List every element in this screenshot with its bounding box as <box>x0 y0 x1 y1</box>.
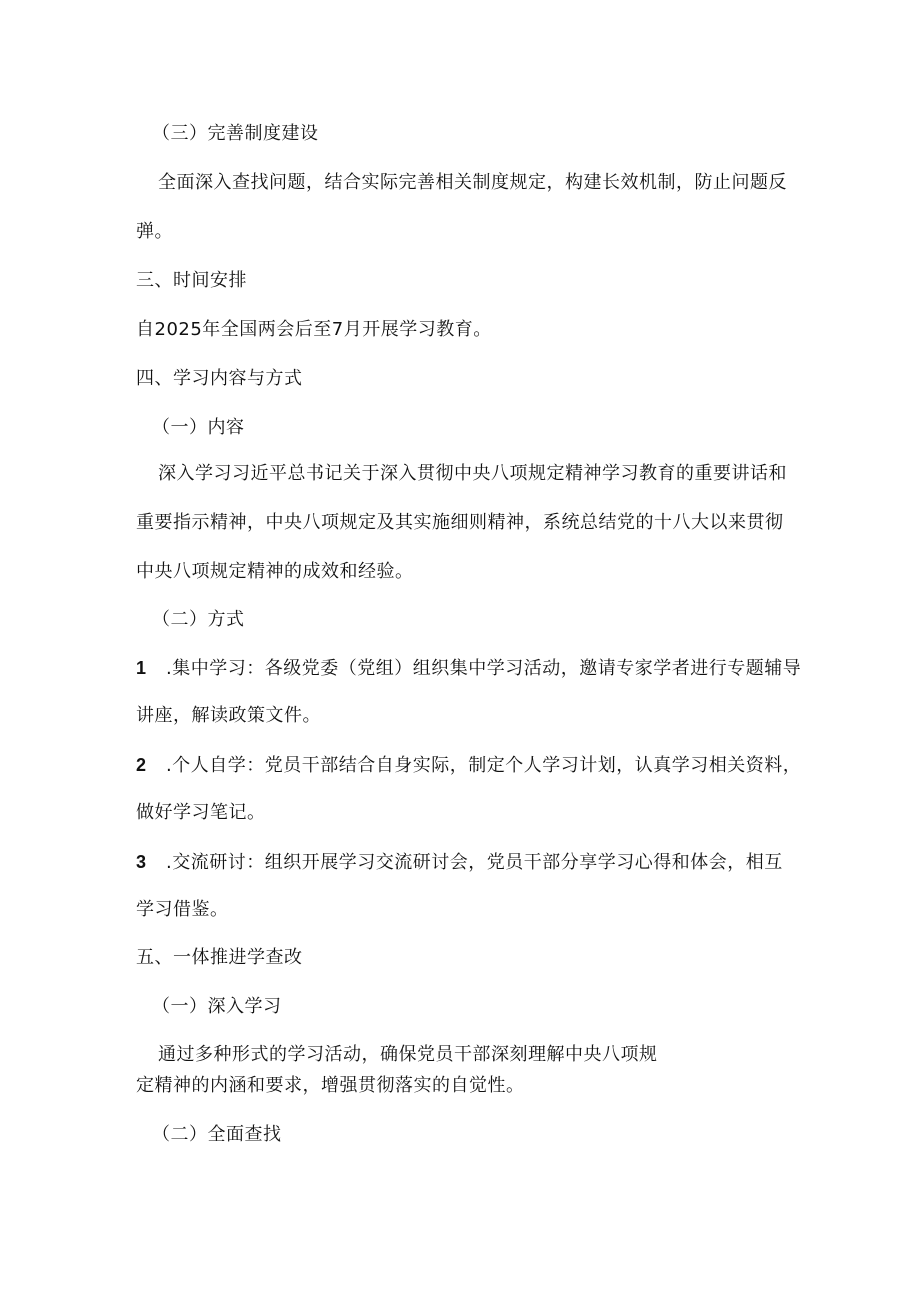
subheading-comprehensive-check: （二）全面查找 <box>152 1124 282 1145</box>
list-item-method-2 <box>136 753 801 778</box>
paragraph-time-arrangement: 自2025年全国两会后至7月开展学习教育。 <box>136 319 492 340</box>
heading-integrated-advance: 五、一体推进学查改 <box>136 947 303 968</box>
subheading-methods: （二）方式 <box>152 609 245 630</box>
list-item-number: 2 <box>136 755 147 775</box>
paragraph-deep-study-line2: 定精神的内涵和要求，增强贯彻落实的自觉性。 <box>136 1075 525 1096</box>
paragraph-content-line3: 中央八项规定精神的成效和经验。 <box>136 561 414 582</box>
list-item-method-3-cont: 学习借鉴。 <box>136 899 229 920</box>
list-item-method-1 <box>136 656 801 681</box>
list-item-number: 1 <box>136 658 147 678</box>
subheading-content: （一）内容 <box>152 417 245 438</box>
list-item-method-2-cont: 做好学习笔记。 <box>136 802 266 823</box>
subheading-deep-study: （一）深入学习 <box>152 996 282 1017</box>
list-item-text: .集中学习：各级党委（党组）组织集中学习活动，邀请专家学者进行专题辅导 <box>166 658 802 679</box>
paragraph-improve-system-line1: 全面深入查找问题，结合实际完善相关制度规定，构建长效机制，防止问题反 <box>158 172 787 193</box>
list-item-text: .交流研讨：组织开展学习交流研讨会，党员干部分享学习心得和体会，相互 <box>166 852 783 873</box>
list-item-method-3 <box>136 850 783 875</box>
list-item-number: 3 <box>136 852 147 872</box>
heading-content-and-methods: 四、学习内容与方式 <box>136 368 303 389</box>
paragraph-improve-system-line2: 弹。 <box>136 221 173 242</box>
paragraph-content-line1: 深入学习习近平总书记关于深入贯彻中央八项规定精神学习教育的重要讲话和 <box>158 463 787 484</box>
heading-time-arrangement: 三、时间安排 <box>136 270 247 291</box>
list-item-method-1-cont: 讲座，解读政策文件。 <box>136 705 321 726</box>
subheading-improve-system: （三）完善制度建设 <box>152 123 319 144</box>
list-item-text: .个人自学：党员干部结合自身实际，制定个人学习计划，认真学习相关资料， <box>166 755 802 776</box>
paragraph-deep-study-line1: 通过多种形式的学习活动，确保党员干部深刻理解中央八项规 <box>158 1044 658 1065</box>
paragraph-content-line2: 重要指示精神，中央八项规定及其实施细则精神，系统总结党的十八大以来贯彻 <box>136 512 784 533</box>
